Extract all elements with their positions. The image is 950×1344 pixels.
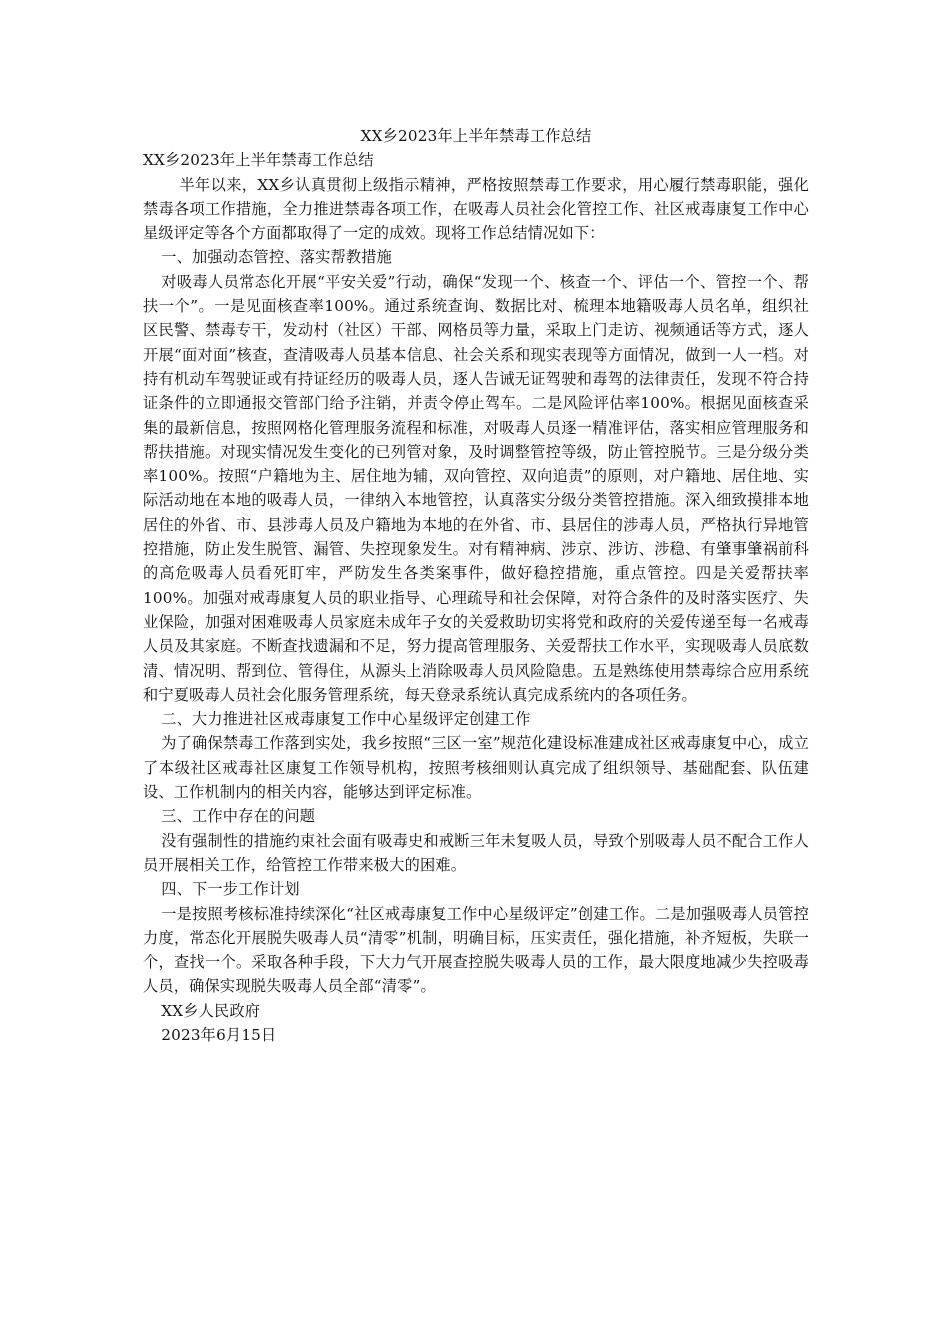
document-body (143, 124, 809, 1047)
section-body-3: 没有强制性的措施约束社会面有吸毒史和戒断三年未复吸人员，导致个别吸毒人员不配合工作人员开展相关工作，给管控工作带来极大的困难。 (143, 831, 809, 874)
section-heading-2: 二、大力推进社区戒毒康复工作中心星级评定创建工作 (161, 710, 531, 729)
section-body-4: 一是按照考核标准持续深化“社区戒毒康复工作中心星级评定”创建工作。二是加强吸毒人员管控力度，常态化开展脱失吸毒人员“清零”机制，明确目标，压实责任，强化措施，补齐短板，失联一个，查找一个。采取各种手段，下大力气开展查控脱失吸毒人员的工作，最大限度地减少失控吸毒人员，确保实现脱失吸毒人员全部“清零”。 (143, 904, 809, 996)
section-heading-1: 一、加强动态管控、落实帮教措施 (161, 248, 393, 267)
document-title: XX乡2023年上半年禁毒工作总结 (360, 127, 592, 145)
intro-paragraph: 半年以来，XX乡认真贯彻上级指示精神，严格按照禁毒工作要求，用心履行禁毒职能，强化禁毒各项工作措施，全力推进禁毒各项工作，在吸毒人员社会化管控工作、社区戒毒康复工作中心星级评定等各个方面都取得了一定的成效。现将工作总结情况如下： (143, 175, 809, 243)
document-subtitle: XX乡2023年上半年禁毒工作总结 (143, 151, 374, 170)
signature-org: XX乡人民政府 (161, 1001, 261, 1020)
section-heading-3: 三、工作中存在的问题 (161, 807, 316, 826)
section-heading-4: 四、下一步工作计划 (161, 880, 300, 899)
signature-date: 2023年6月15日 (161, 1025, 277, 1044)
section-body-2: 为了确保禁毒工作落到实处，我乡按照“三区一室”规范化建设标准建成社区戒毒康复中心，成立了本级社区戒毒社区康复工作领导机构，按照考核细则认真完成了组织领导、基础配套、队伍建设、工作机制内的相关内容，能够达到评定标准。 (143, 734, 809, 802)
section-body-1: 对吸毒人员常态化开展“平安关爱”行动，确保“发现一个、核查一个、评估一个、管控一个、帮扶一个”。一是见面核查率100%。通过系统查询、数据比对、梳理本地籍吸毒人员名单，组织社区民警、禁毒专干，发动村（社区）干部、网格员等力量，采取上门走访、视频通话等方式，逐人开展“面对面”核查，查清吸毒人员基本信息、社会关系和现实表现等方面情况，做到一人一档。对持有机动车驾驶证或有持证经历的吸毒人员，逐人告诫无证驾驶和毒驾的法律责任，发现不符合持证条件的立即通报交管部门给予注销，并责令停止驾车。二是风险评估率100%。根据见面核查采集的最新信息，按照网格化管理服务流程和标准，对吸毒人员逐一精准评估，落实相应管理服务和帮扶措施。对现实情况发生变化的已列管对象，及时调整管控等级，防止管控脱节。三是分级分类率100%。按照“户籍地为主、居住地为辅，双向管控、双向追责”的原则，对户籍地、居住地、实际活动地在本地的吸毒人员，一律纳入本地管控，认真落实分级分类管控措施。深入细致摸排本地居住的外省、市、县涉毒人员及户籍地为本地的在外省、市、县居住的涉毒人员，严格执行异地管控措施，防止发生脱管、漏管、失控现象发生。对有精神病、涉京、涉访、涉稳、有肇事肇祸前科的高危吸毒人员看死盯牢，严防发生各类案事件，做好稳控措施，重点管控。四是关爱帮扶率100%。加强对戒毒康复人员的职业指导、心理疏导和社会保障，对符合条件的及时落实医疗、失业保险，加强对困难吸毒人员家庭未成年子女的关爱救助切实将党和政府的关爱传递至每一名戒毒人员及其家庭。不断查找遗漏和不足，努力提高管理服务、关爱帮扶工作水平，实现吸毒人员底数清、情况明、帮到位、管得住，从源头上消除吸毒人员风险隐患。五是熟练使用禁毒综合应用系统和宁夏吸毒人员社会化服务管理系统，每天登录系统认真完成系统内的各项任务。 (143, 272, 809, 704)
